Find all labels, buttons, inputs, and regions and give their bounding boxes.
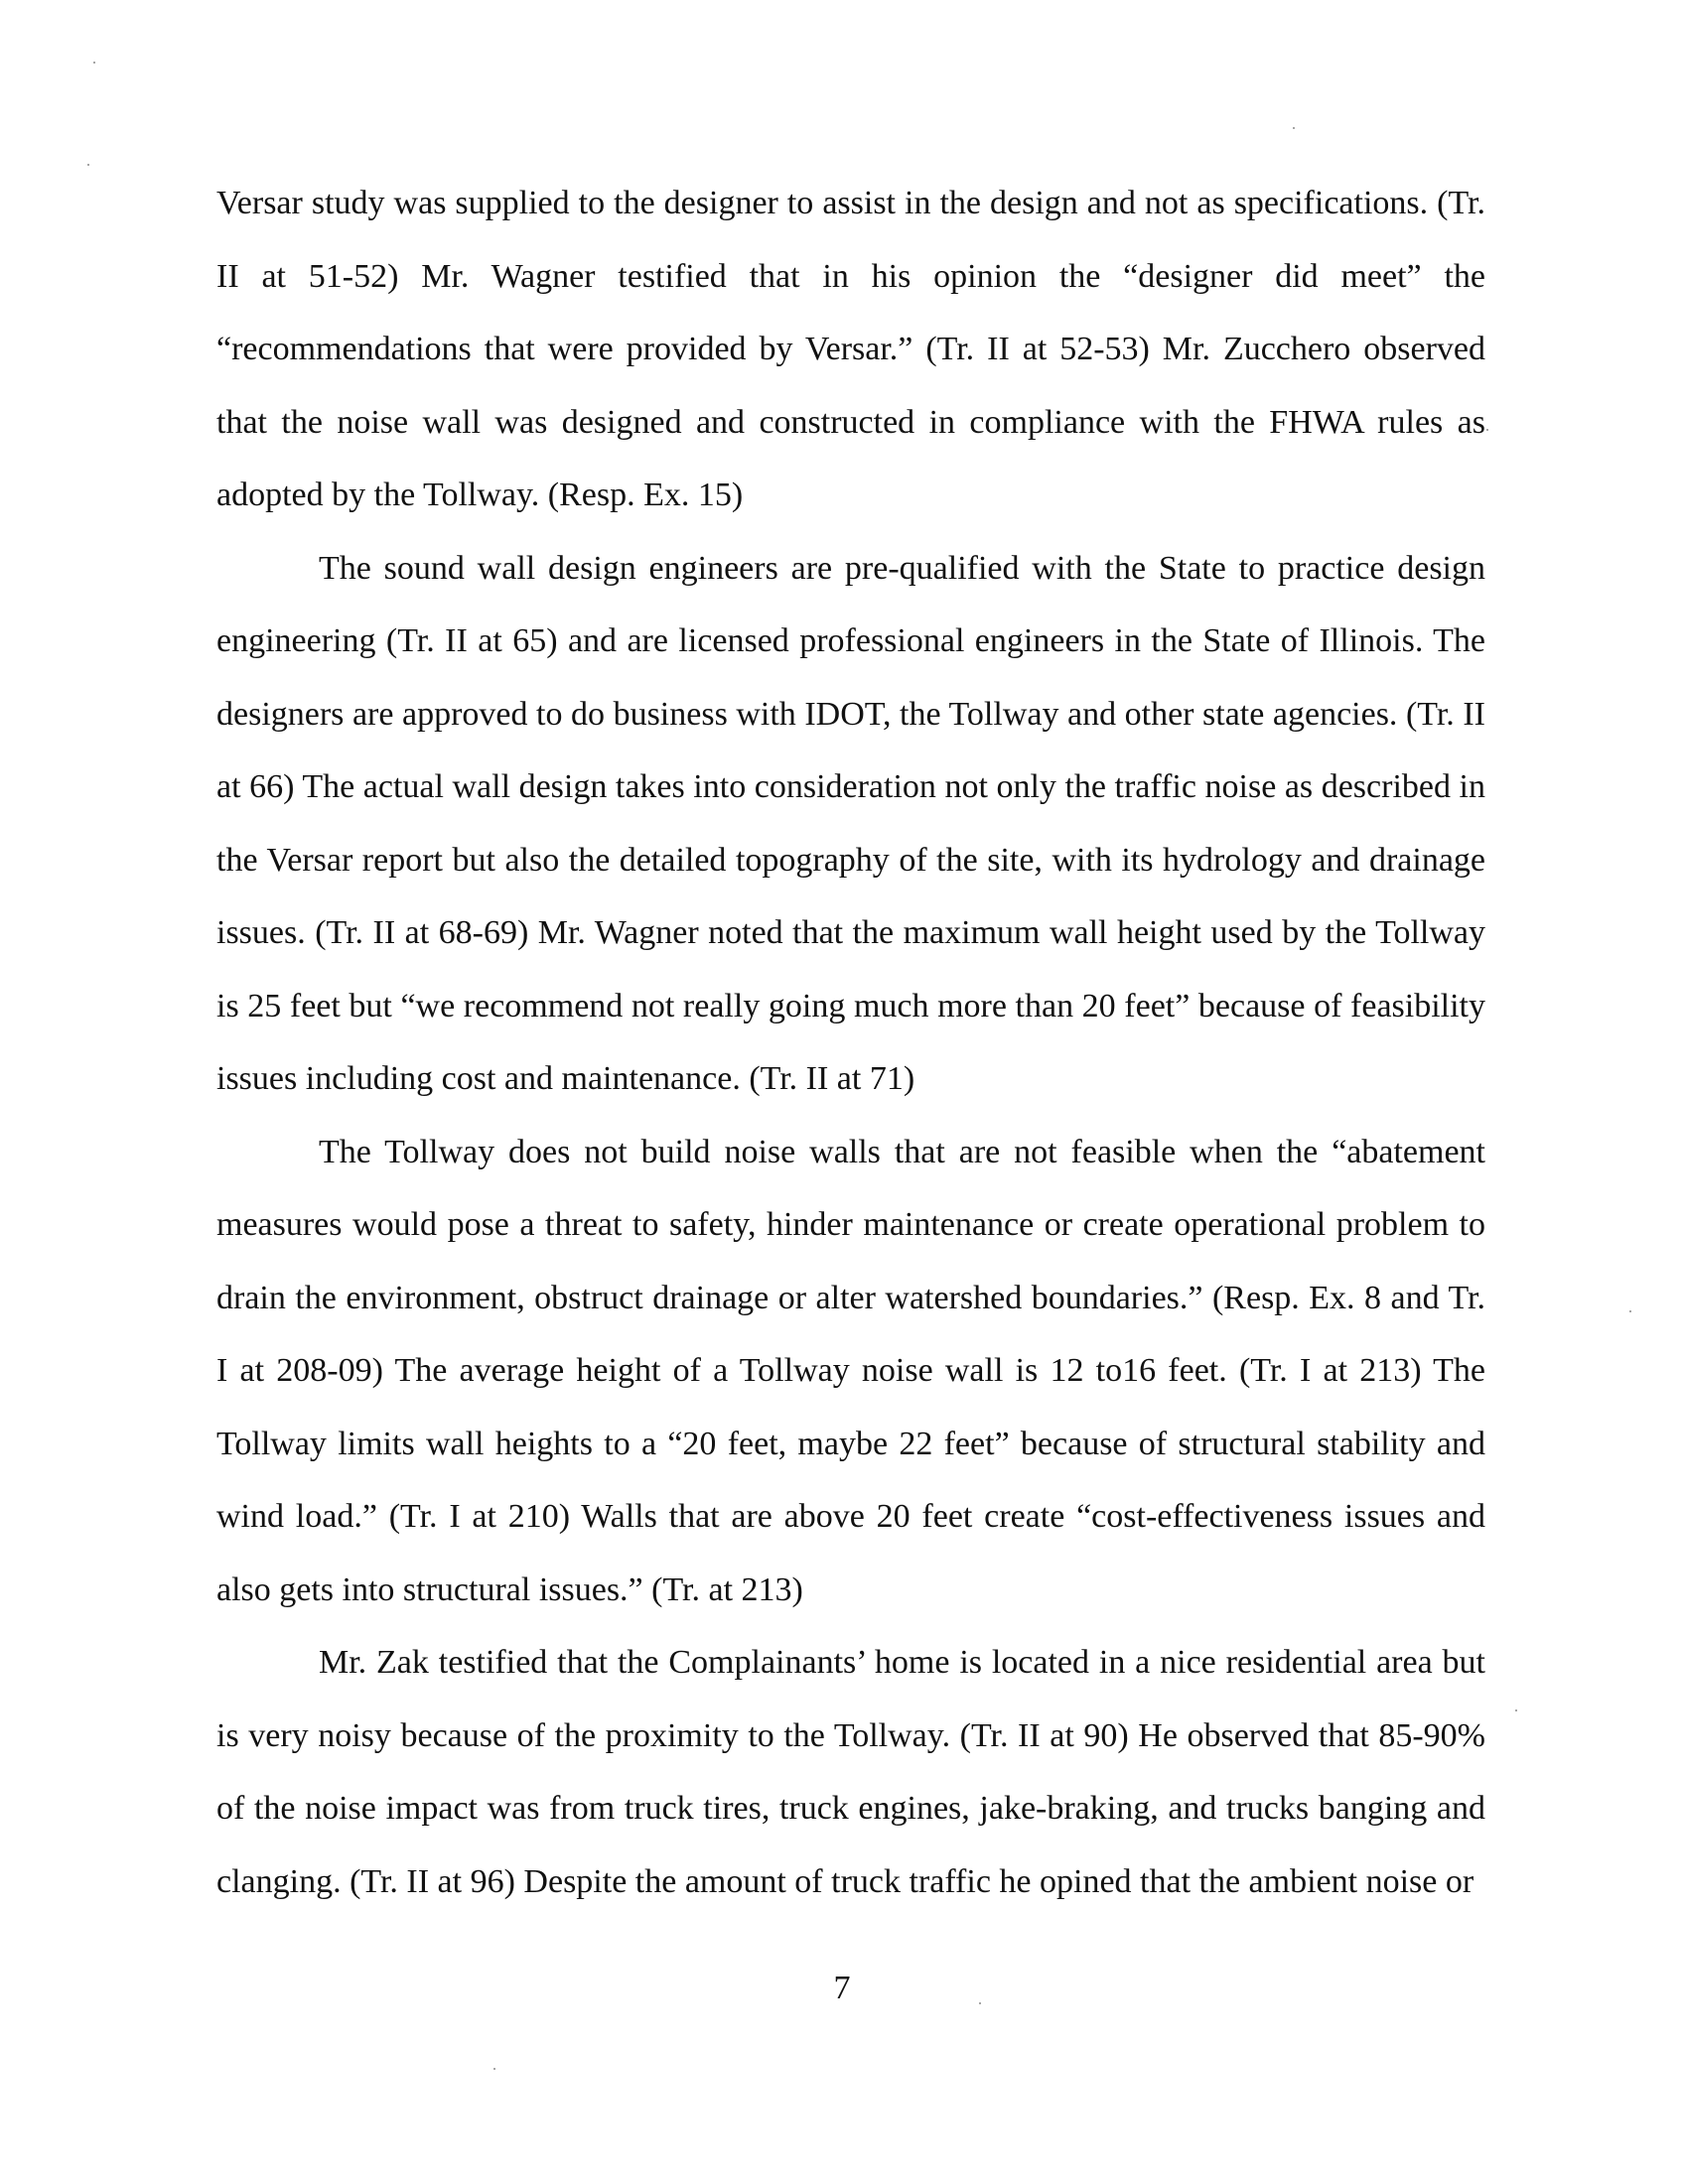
scan-speck xyxy=(93,62,95,64)
paragraph-continuation: Versar study was supplied to the designer to assist in the design and not as specifications. (Tr. II at 51-52) Mr. Wagner testified that in his opinion the “designer did meet” the “recommendations that were provided by Versar.” (Tr. II at 52-53) Mr. Zucchero observed that the noise wall was designed and constructed in compliance with the FHWA rules as adopted by the Tollway. (Resp. Ex. 15) xyxy=(216,185,1485,513)
scan-speck xyxy=(1293,127,1295,129)
scan-speck xyxy=(1486,429,1488,431)
paragraph-design-engineers: The sound wall design engineers are pre-qualified with the State to practice design engineering (Tr. II at 65) and are licensed professional engineers in the State of Illinois. The designers are approved to do business with IDOT, the Tollway and other state agencies. (Tr. II at 66) The actual wall design takes into consideration not only the traffic noise as described in the Versar report but also the detailed topography of the site, with its hydrology and drainage issues. (Tr. II at 68-69) Mr. Wagner noted that the maximum wall height used by the Tollway is 25 feet but “we recommend not really going much more than 20 feet” because of feasibility issues including cost and maintenance. (Tr. II at 71) xyxy=(216,549,1485,1097)
scan-speck xyxy=(493,2068,495,2070)
scan-speck xyxy=(87,164,89,166)
paragraph-zak-testimony: Mr. Zak testified that the Complainants’ home is located in a nice residential area but is very noisy because of the proximity to the Tollway. (Tr. II at 90) He observed that 85-90% of the noise impact was from truck tires, truck engines, jake-braking, and trucks banging and clanging. (Tr. II at 96) Despite the amount of truck traffic he opined that the ambient noise or xyxy=(216,1644,1485,1900)
body-text xyxy=(216,167,1485,1918)
scan-speck xyxy=(1515,1709,1517,1711)
scan-speck xyxy=(979,2002,981,2004)
scan-speck xyxy=(1629,1310,1631,1312)
page-number: 7 xyxy=(833,1970,851,2006)
paragraph-noise-wall-feasibility: The Tollway does not build noise walls that are not feasible when the “abatement measures would pose a threat to safety, hinder maintenance or create operational problem to drain the environment, obstruct drainage or alter watershed boundaries.” (Resp. Ex. 8 and Tr. I at 208-09) The average height of a Tollway noise wall is 12 to16 feet. (Tr. I at 213) The Tollway limits wall heights to a “20 feet, maybe 22 feet” because of structural stability and wind load.” (Tr. I at 210) Walls that are above 20 feet create “cost-effectiveness issues and also gets into structural issues.” (Tr. at 213) xyxy=(216,1133,1485,1608)
